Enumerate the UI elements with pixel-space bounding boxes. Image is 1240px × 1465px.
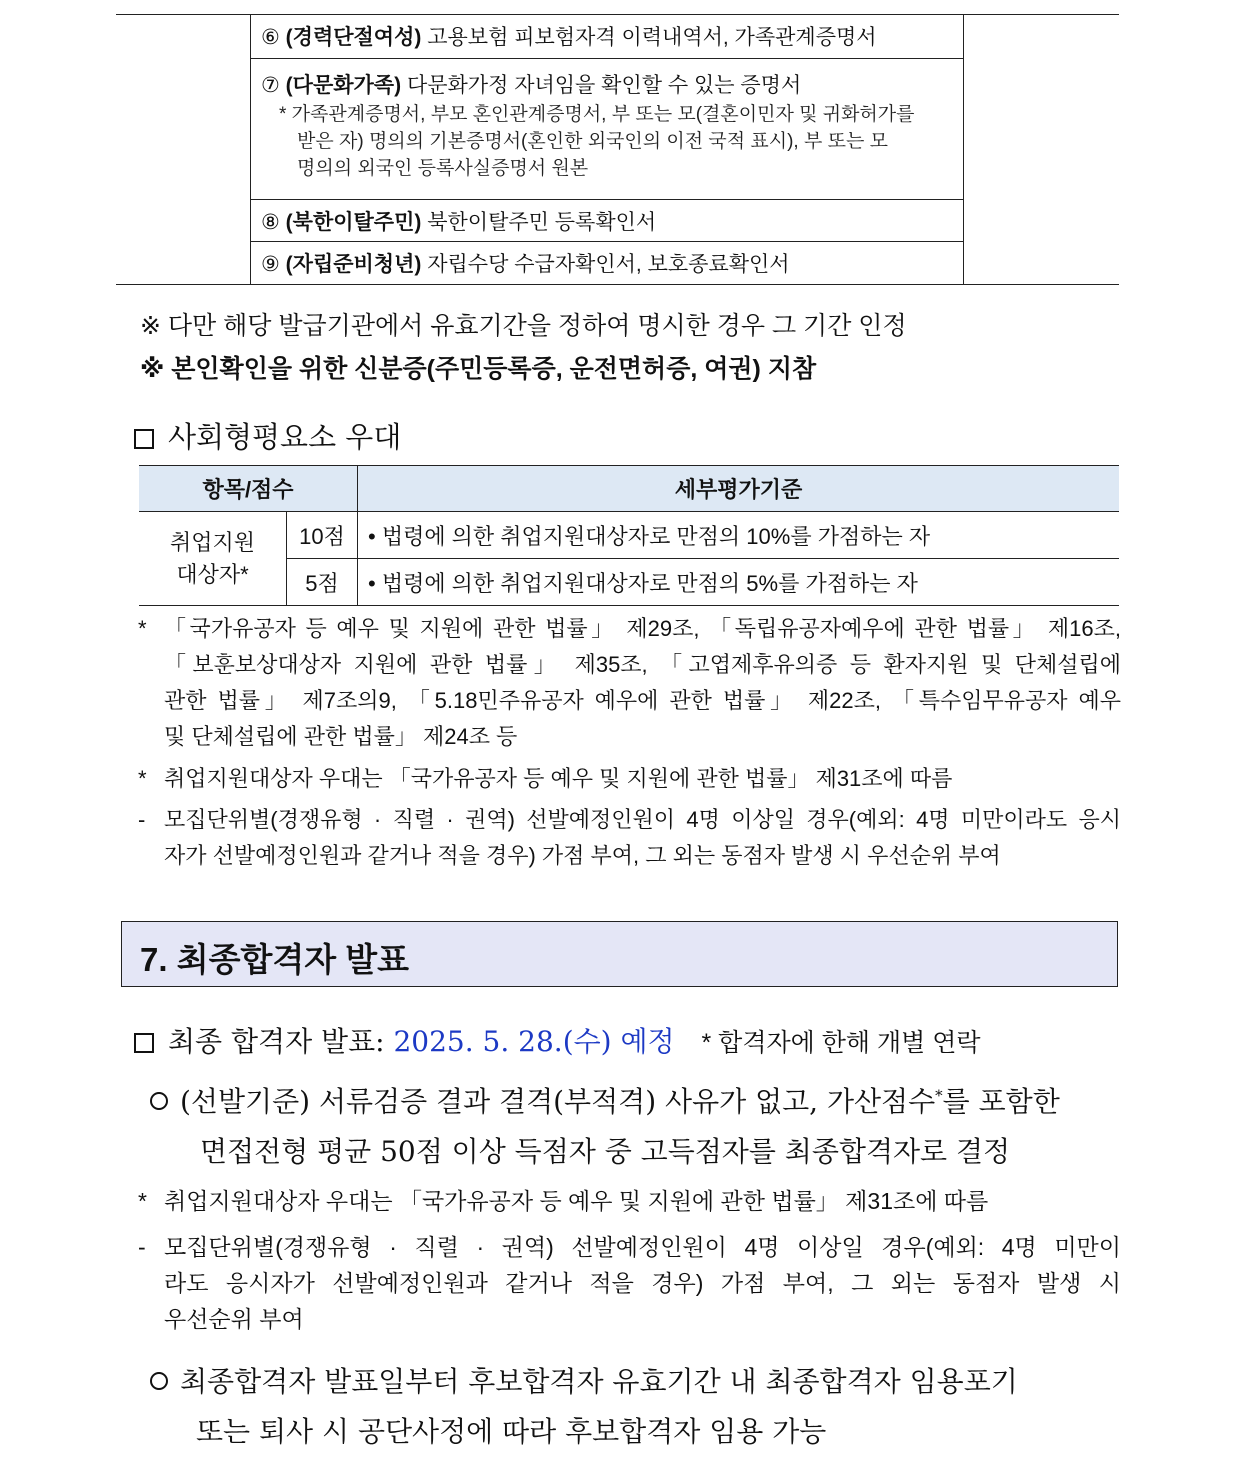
doc-row-text: 고용보험 피보험자격 이력내역서, 가족관계증명서 [427,26,877,49]
reserve-text: 최종합격자 발표일부터 후보합격자 유효기간 내 최종합격자 임용포기 [180,1365,1018,1398]
announcement-note: * 합격자에 한해 개별 연락 [701,1029,981,1057]
score-table-row [139,512,1119,559]
selection-criteria-line1 [150,1080,1060,1120]
doc-row-label: (다문화가족) [285,74,402,97]
header-item-score: 항목/점수 [139,466,358,512]
doc-row-label: (자립준비청년) [285,253,422,276]
announcement-label: 최종 합격자 발표: [168,1025,385,1058]
checkbox-square-icon [134,1033,154,1053]
doc-row-8 [251,200,963,242]
footnote-marker: - [138,807,146,832]
doc-row-text: 북한이탈주민 등록확인서 [427,211,657,234]
footnote-recruitment-unit [138,802,1121,874]
document-table-middle-column [250,14,964,285]
footnote-line: 우선순위 부여 [164,1306,304,1332]
footnote-laws [138,611,1121,755]
score-cell: 5점 [287,559,358,606]
footnote-preference [138,761,1121,797]
footnote-line: 모집단위별(경쟁유형 · 직렬 · 권역) 선발예정인원이 4명 이상일 경우(예외: 4명 미만이라도 응시 [164,807,1121,832]
score-table-row [139,559,1119,606]
score-table [139,465,1119,606]
notice-id-card: ※ 본인확인을 위한 신분증(주민등록증, 운전면허증, 여권) 지참 [140,355,817,383]
doc-row-text: 다문화가정 자녀임을 확인할 수 있는 증명서 [406,74,802,97]
social-equity-heading-text: 사회형평요소 우대 [168,420,402,454]
footnote-line: 「보훈보상대상자 지원에 관한 법률」 제35조, 「고엽제후유의증 등 환자지원 및 단체설립에 [164,652,1121,677]
reserve-candidate-line1 [150,1360,1018,1400]
section-header-final-announcement [121,921,1118,987]
footnote-marker: - [138,1234,146,1260]
criteria-cell: • 법령에 의한 취업지원대상자로 만점의 5%를 가점하는 자 [358,559,1120,606]
criteria-superscript: * [935,1086,943,1105]
reserve-candidate-line2: 또는 퇴사 시 공단사정에 따라 후보합격자 임용 가능 [196,1415,827,1448]
footnote2-preference [138,1183,1121,1219]
footnote-line: 관한 법률」 제7조의9, 「5.18민주유공자 예우에 관한 법률」 제22조, 「특수임무유공자 예우 [164,688,1121,713]
footnote-line: 취업지원대상자 우대는 「국가유공자 등 예우 및 지원에 관한 법률」 제31조에 따름 [164,766,953,791]
footnote-marker: * [138,616,147,641]
header-criteria: 세부평가기준 [358,466,1120,512]
notice-validity: ※ 다만 해당 발급기관에서 유효기간을 정하여 명시한 경우 그 기간 인정 [140,312,907,340]
doc-row-label: (경력단절여성) [285,26,422,49]
announcement-date: 2025. 5. 28.(수) 예정 [393,1025,675,1058]
doc-row-note: 명의의 외국인 등록사실증명서 원본 [297,158,589,179]
final-announcement-line [134,1020,981,1060]
doc-row-note: 받은 자) 명의의 기본증명서(혼인한 외국인의 이전 국적 표시), 부 또는 모 [297,131,888,152]
doc-row-number: ⑧ [261,211,280,234]
circle-bullet-icon [150,1372,168,1390]
score-table-header-row [139,466,1119,512]
doc-row-label: (북한이탈주민) [285,211,422,234]
selection-criteria-line2: 면접전형 평균 50점 이상 득점자 중 고득점자를 최종합격자로 결정 [200,1135,1011,1168]
section-title: 7. 최종합격자 발표 [140,941,410,978]
doc-row-number: ⑦ [261,74,280,97]
doc-row-note: * 가족관계증명서, 부모 혼인관계증명서, 부 또는 모(결혼이민자 및 귀화허가를 [279,104,915,125]
doc-row-number: ⑨ [261,253,280,276]
doc-row-6 [251,14,963,59]
checkbox-square-icon [134,429,154,449]
doc-row-9 [251,242,963,285]
footnote-marker: * [138,766,147,791]
social-equity-heading [134,415,401,456]
footnote-line: 「국가유공자 등 예우 및 지원에 관한 법률」 제29조, 「독립유공자예우에 관한 법률」 제16조, [164,616,1121,641]
document-requirements-table [116,14,1119,285]
doc-row-7 [251,59,963,200]
footnote-line: 취업지원대상자 우대는 「국가유공자 등 예우 및 지원에 관한 법률」 제31조에 따름 [164,1188,989,1214]
score-cell: 10점 [287,512,358,559]
footnote-marker: * [138,1188,147,1214]
criteria-text: 를 포함한 [942,1085,1060,1118]
criteria-cell: • 법령에 의한 취업지원대상자로 만점의 10%를 가점하는 자 [358,512,1120,559]
footnote2-recruitment-unit [138,1229,1121,1337]
category-line: 취업지원 [169,529,255,555]
footnote-line: 모집단위별(경쟁유형 · 직렬 · 권역) 선발예정인원이 4명 이상일 경우(예외: 4명 미만이 [164,1234,1121,1260]
circle-bullet-icon [150,1092,168,1110]
footnote-line: 및 단체설립에 관한 법률」 제24조 등 [164,724,518,749]
category-line: 대상자* [176,561,249,587]
doc-row-number: ⑥ [261,26,280,49]
footnote-line: 자가 선발예정인원과 같거나 적을 경우) 가점 부여, 그 외는 동점자 발생 시 우선순위 부여 [164,843,1001,868]
doc-row-text: 자립수당 수급자확인서, 보호종료확인서 [427,253,790,276]
category-cell [139,512,287,606]
criteria-text: (선발기준) 서류검증 결과 결격(부적격) 사유가 없고, 가산점수 [180,1085,936,1118]
footnote-line: 라도 응시자가 선발예정인원과 같거나 적을 경우) 가점 부여, 그 외는 동점자 발생 시 [164,1270,1121,1296]
